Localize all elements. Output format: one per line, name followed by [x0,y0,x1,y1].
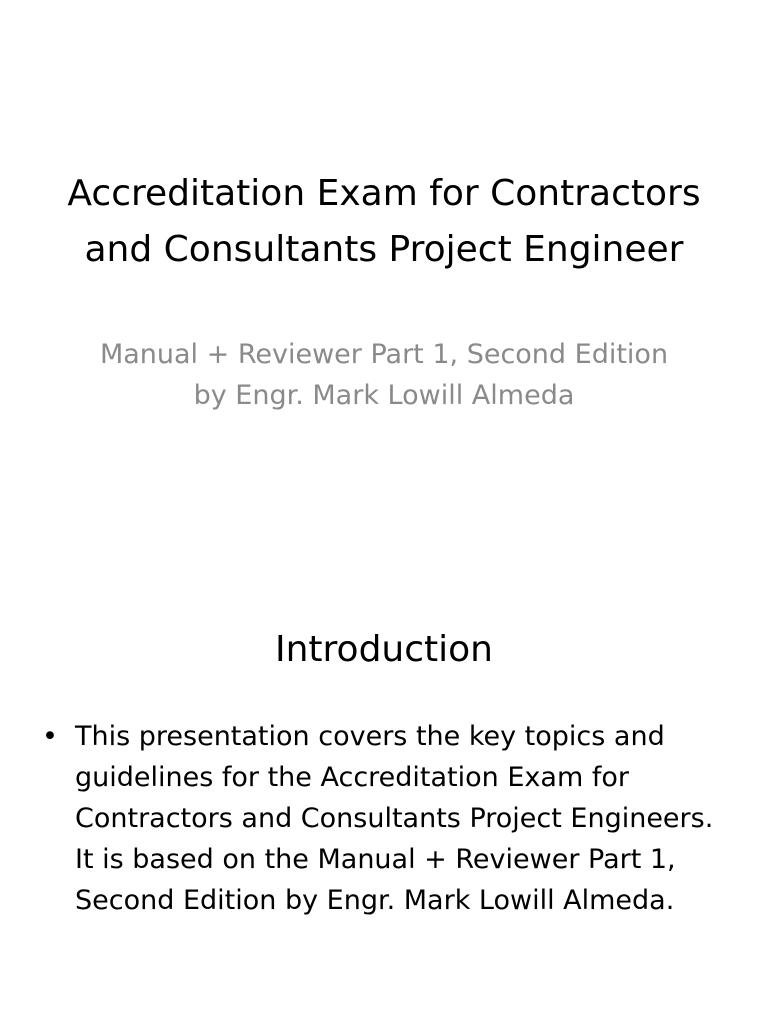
bullet-list [38,716,728,921]
bullet-icon: • [42,721,58,752]
slide-title-heading: Accreditation Exam for Contractors and Consultants Project Engineer [67,173,701,270]
bullet-item [38,716,728,921]
bullet-text: This presentation covers the key topics and guidelines for the Accreditation Exam for Contractors and Consultants Project Engineers. It is based on the Manual + Reviewer Part 1, Second Edition by Engr. Mark Lowill Almeda. [75,721,714,916]
slide-subtitle: Manual + Reviewer Part 1, Second Edition by Engr. Mark Lowill Almeda [99,339,669,411]
introduction-heading: Introduction [274,629,493,670]
slide-introduction [0,512,768,1024]
